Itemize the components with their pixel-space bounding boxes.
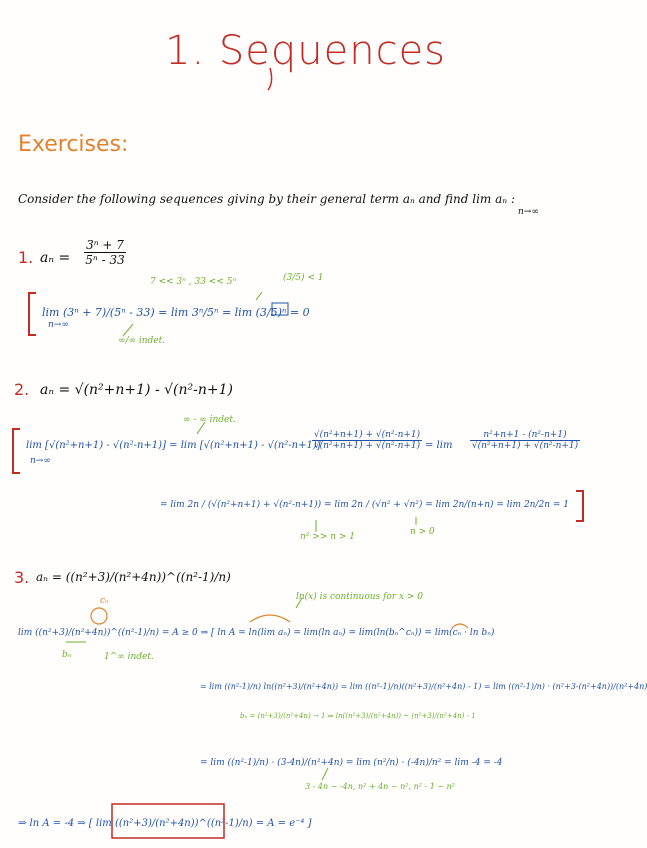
ex2-bracket-right [576,490,584,522]
ex2-line2: = lim 2n / (√(n²+n+1) + √(n²-n+1)) = lim 2n / (√n² + √n²) = lim 2n/(n+n) = lim 2n/2n = 1 [160,500,570,510]
ex1-term: aₙ = [40,250,71,266]
ex3-label-bn: bₙ [62,650,72,660]
ex2-line1-right: = lim [425,440,453,451]
ex2-term: aₙ = √(n²+n+1) - √(n²-n+1) [40,382,233,398]
ex2-conjugate-frac: √(n²+n+1) + √(n²-n+1) √(n²+n+1) + √(n²-n+1) [313,430,421,451]
ex1-solution: lim (3ⁿ + 7)/(5ⁿ - 33) = lim 3ⁿ/5ⁿ = lim (3/5)ⁿ = 0 [42,306,310,319]
ex2-note-bottom1: n² >> n > 1 [300,532,355,542]
ex3-label-cn: cₙ [100,596,109,606]
ex2-lim-sub: n→∞ [30,456,51,466]
ex1-bracket-left [28,292,36,336]
page-title: 1. Sequences [165,28,447,74]
ex3-note-bn: bₙ = (n²+3)/(n²+4n) → 1 ⇒ ln((n²+3)/(n²+4n)) ~ (n²+3)/(n²+4n) - 1 [240,712,476,720]
ex1-number: 1. [18,248,34,267]
ex1-term-denominator: 5ⁿ - 33 [85,253,125,267]
ex2-number: 2. [14,380,30,399]
section-heading: Exercises: [18,132,129,157]
ex2-note-bottom2: n > 0 [410,527,435,537]
ex3-note-ln: ln(x) is continuous for x > 0 [296,592,424,602]
ex1-note-ratio: (3/5) < 1 [283,273,324,283]
ex1-note-top: 7 << 3ⁿ , 33 << 5ⁿ [150,277,237,287]
ex3-line3: = lim ((n²-1)/n) · (3-4n)/(n²+4n) = lim (n²/n) · (-4n)/n² = lim -4 = -4 [200,758,503,768]
ex3-number: 3. [14,568,30,587]
ex1-lim-sub: n→∞ [48,320,69,330]
ex1-term-numerator: 3ⁿ + 7 5ⁿ - 33 [85,238,125,267]
ex3-line1: lim ((n²+3)/(n²+4n))^((n²-1)/n) = A ≥ 0 ⇒ [ ln A = ln(lim aₙ) = lim(ln aₙ) = lim(ln(bₙ^cₙ)) = lim(cₙ · ln bₙ) [18,628,495,638]
ex2-line1-left: lim [√(n²+n+1) - √(n²-n+1)] = lim [√(n²+n+1) - √(n²-n+1)] [26,440,321,451]
intro-limit-sub: n→∞ [518,207,539,217]
ex2-right-frac: n²+n+1 - (n²-n+1) √(n²+n+1) + √(n²-n+1) [471,430,579,451]
ex3-line2: = lim ((n²-1)/n) ln((n²+3)/(n²+4n)) = lim ((n²-1)/n)((n²+3)/(n²+4n) - 1) = lim ((n²-1)/n) · (n²+3-(n²+4n))/(n²+4n) [200,682,647,691]
intro-text: Consider the following sequences giving by their general term aₙ and find lim aₙ : [18,192,515,206]
ex3-note-bottom: 3 - 4n ~ -4n, n² + 4n ~ n², n² - 1 ~ n² [305,782,455,791]
ex1-indet-note: ∞/∞ indet. [118,336,166,346]
ex3-label-1inf: 1^∞ indet. [104,652,154,662]
ex2-note-top: ∞ - ∞ indet. [183,415,236,425]
ex3-term: aₙ = ((n²+3)/(n²+4n))^((n²-1)/n) [36,570,231,584]
ex2-bracket-left [12,428,20,474]
ex3-final: ⇒ ln A = -4 ⇒ [ lim ((n²+3)/(n²+4n))^((n²-1)/n) = A = e⁻⁴ ] [18,818,312,829]
